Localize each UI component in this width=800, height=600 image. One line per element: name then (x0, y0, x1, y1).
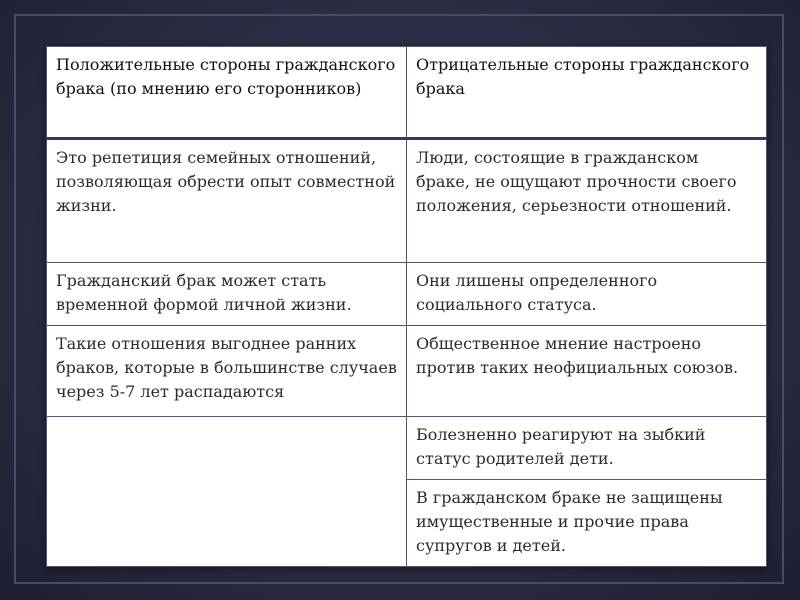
negative-cell: Болезненно реагируют на зыбкий статус родителей дети. (407, 417, 767, 480)
table-header-row (47, 47, 767, 139)
header-positive: Положительные стороны гражданского брака (по мнению его сторонников) (47, 47, 407, 139)
table-row (47, 326, 767, 417)
table-row (47, 263, 767, 326)
positive-cell: Это репетиция семейных отношений, позволяющая обрести опыт совместной жизни. (47, 139, 407, 263)
negative-cell: Люди, состоящие в гражданском браке, не ощущают прочности своего положения, серьезности отношений. (407, 139, 767, 263)
negative-cell: В гражданском браке не защищены имущественные и прочие права супругов и детей. (407, 480, 767, 567)
positive-cell: Гражданский брак может стать временной формой личной жизни. (47, 263, 407, 326)
header-negative: Отрицательные стороны гражданского брака (407, 47, 767, 139)
table-row (47, 417, 767, 480)
comparison-table (46, 46, 767, 567)
table-row (47, 139, 767, 263)
negative-cell: Общественное мнение настроено против таких неофициальных союзов. (407, 326, 767, 417)
negative-cell: Они лишены определенного социального статуса. (407, 263, 767, 326)
positive-cell: Такие отношения выгоднее ранних браков, которые в большинстве случаев через 5-7 лет распадаются (47, 326, 407, 417)
positive-cell-empty (47, 417, 407, 567)
